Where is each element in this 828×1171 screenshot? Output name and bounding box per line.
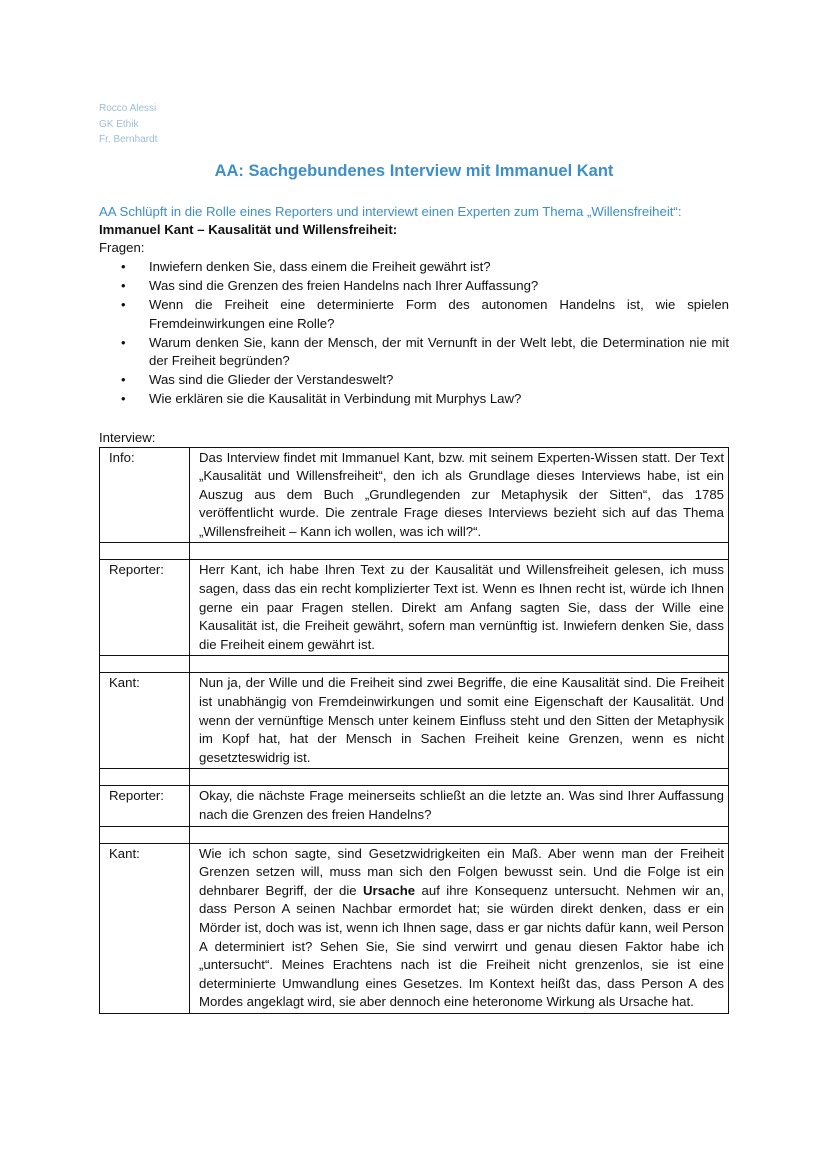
question-text: Was sind die Grenzen des freien Handelns nach Ihrer Auffassung? xyxy=(149,278,539,293)
statement-text-after: auf ihre Konsequenz untersucht. Nehmen wir an, dass Person A seinen Nachbar ermordet hat; sie würden direkt denken, dass er ein Mörder ist, doch was ist, wenn ich Ihnen sage, dass er gar nichts dafür kann, weil Person A determiniert ist? Sehen Sie, Sie sind verwirrt und genau diesen Faktor habe ich „untersucht“. Meines Erachtens nach ist die Freiheit nicht grenzenlos, sie ist eine determinierte Umwandlung eines Gesetzes. Im Kontext heißt das, dass Person A des Mordes angeklagt wird, sie aber dennoch eine heteronome Wirkung als Ursache hat. xyxy=(199,882,724,1010)
assignment-text: AA Schlüpft in die Rolle eines Reporters und interviewt einen Experten zum Thema „Willensfreiheit“: xyxy=(99,204,682,219)
course-name: GK Ethik xyxy=(99,118,139,130)
document-title: AA: Sachgebundenes Interview mit Immanuel Kant xyxy=(214,162,614,180)
question-text: Wie erklären sie die Kausalität in Verbindung mit Murphys Law? xyxy=(149,391,522,406)
empty-cell xyxy=(100,543,190,560)
spacer-row xyxy=(100,656,729,673)
bullet-icon: • xyxy=(121,278,126,293)
question-text: Wenn die Freiheit eine determinierte Form des autonomen Handelns ist, wie spielen Fremdeinwirkungen eine Rolle? xyxy=(149,297,729,331)
speaker-cell: Kant: xyxy=(100,843,190,1013)
header-info xyxy=(99,101,157,148)
table-row xyxy=(100,447,729,543)
author-name: Rocco Alessi xyxy=(99,103,157,114)
list-item xyxy=(99,277,729,296)
empty-cell xyxy=(100,826,190,843)
list-item xyxy=(99,371,729,390)
list-item xyxy=(99,258,729,277)
bullet-icon: • xyxy=(121,334,126,350)
questions-list xyxy=(99,258,729,409)
question-text: Inwiefern denken Sie, dass einem die Freiheit gewährt ist? xyxy=(149,259,491,274)
statement-cell xyxy=(190,843,729,1013)
statement-cell: Nun ja, der Wille und die Freiheit sind zwei Begriffe, die eine Kausalität sind. Die Freiheit ist unabhängig von Fremdeinwirkungen und somit eine Eigenschaft der Kausalität. Und wenn der vernünftige Mensch unter keinem Einfluss steht und den Sitten der Metaphysik im Kopf hat, hat der Mensch in Sachen Freiheit keine Grenzen, wenn es nicht gesetzteswidrig ist. xyxy=(190,673,729,769)
document-content xyxy=(99,203,729,1014)
empty-cell xyxy=(100,656,190,673)
list-item xyxy=(99,390,729,409)
statement-cell: Herr Kant, ich habe Ihren Text zu der Kausalität und Willensfreiheit gelesen, ich muss sagen, dass das ein recht komplizierter Text ist. Wenn es Ihnen recht ist, würde ich Ihnen gerne ein paar Fragen stellen. Direkt am Anfang sagten Sie, dass der Wille eine Kausalität ist, die Freiheit gewährt, sofern man vernünftig ist. Inwiefern denken Sie, dass die Freiheit einem gewährt ist. xyxy=(190,560,729,656)
speaker-cell: Info: xyxy=(100,447,190,543)
empty-cell xyxy=(190,826,729,843)
empty-cell xyxy=(190,769,729,786)
question-text: Was sind die Glieder der Verstandeswelt? xyxy=(149,372,394,387)
table-row xyxy=(100,673,729,769)
list-item xyxy=(99,296,729,333)
speaker-cell: Kant: xyxy=(100,673,190,769)
statement-cell: Das Interview findet mit Immanuel Kant, bzw. mit seinem Experten-Wissen statt. Der Text „Kausalität und Willensfreiheit“, den ich als Grundlage dieses Interviews habe, ist ein Auszug aus dem Buch „Grundlegenden zur Metaphysik der Sitten“, das 1785 veröffentlicht wurde. Die zentrale Frage dieses Interviews bezieht sich auf das Thema „Willensfreiheit – Kann ich wollen, was ich will?“. xyxy=(190,447,729,543)
interview-table xyxy=(99,447,729,1014)
bullet-icon: • xyxy=(121,372,126,387)
spacer-row xyxy=(100,769,729,786)
empty-cell xyxy=(190,656,729,673)
table-row xyxy=(100,786,729,826)
empty-cell xyxy=(190,543,729,560)
questions-label: Fragen: xyxy=(99,240,145,255)
table-row xyxy=(100,560,729,656)
emphasized-term: Ursache xyxy=(363,882,416,898)
statement-text-before: Wie ich schon sagte, sind Gesetzwidrigkeiten ein Maß. Aber wenn man der Freiheit Grenzen setzen will, muss man sich den Folgen bewusst sein. Und die Folge ist ein dehnbarer Begriff, der die xyxy=(199,845,724,898)
bullet-icon: • xyxy=(121,259,126,274)
empty-cell xyxy=(100,769,190,786)
bullet-icon: • xyxy=(121,391,126,406)
question-text: Warum denken Sie, kann der Mensch, der mit Vernunft in der Welt lebt, die Determination nie mit der Freiheit begründen? xyxy=(149,334,729,368)
speaker-cell: Reporter: xyxy=(100,786,190,826)
interview-label: Interview: xyxy=(99,429,156,445)
statement-cell: Okay, die nächste Frage meinerseits schließt an die letzte an. Was sind Ihrer Auffassung nach die Grenzen des freien Handelns? xyxy=(190,786,729,826)
bullet-icon: • xyxy=(121,297,126,312)
spacer-row xyxy=(100,543,729,560)
subject-heading: Immanuel Kant – Kausalität und Willensfreiheit: xyxy=(99,222,398,237)
table-row xyxy=(100,843,729,1013)
teacher-name: Fr. Bernhardt xyxy=(99,134,158,145)
speaker-cell: Reporter: xyxy=(100,560,190,656)
list-item xyxy=(99,334,729,371)
spacer-row xyxy=(100,826,729,843)
